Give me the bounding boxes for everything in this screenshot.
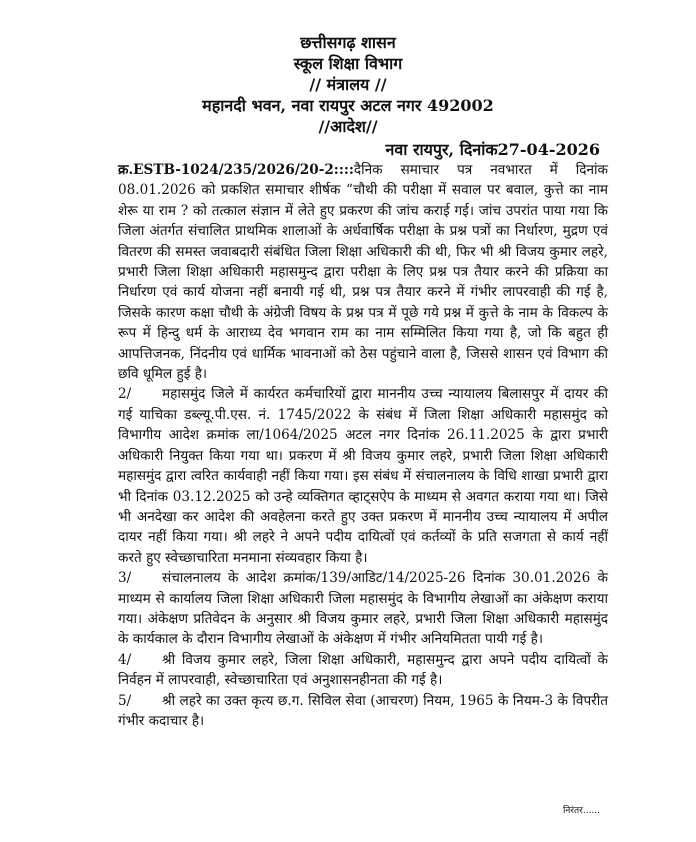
paragraph-5: [118, 691, 608, 732]
paragraph-number: 4/: [118, 651, 132, 668]
order-number: क्र.ESTB-1024/235/2026/20-2::::: [118, 162, 354, 178]
paragraph-text: संचालनालय के आदेश क्रमांक/139/आडिट/14/2025-26 दिनांक 30.01.2026 के माध्यम से कार्यालय जिला शिक्षा अधिकारी जिला महासमुंद के विभागीय लेखाओं का अंकेक्षण कराया गया। अंकेक्षण प्रतिवेदन के अनुसार श्री विजय कुमार लहरे, प्रभारी जिला शिक्षा अधिकारी महासमुंद के कार्यकाल के दौरान विभागीय लेखाओं के अंकेक्षण में गंभीर अनियमितता पायी गई है।: [118, 570, 608, 648]
paragraph-text: दैनिक समाचार पत्र नवभारत में दिनांक 08.01.2026 को प्रकशित समाचार शीर्षक “चौथी की परीक्षा में सवाल पर बवाल, कुत्ते का नाम शेरू या राम ? को तत्काल संज्ञान में लेते हुए प्रकरण की जांच कराई गई। जांच उपरांत पाया गया कि जिला अंतर्गत संचालित प्राथमिक शालाओं के अर्धवार्षिक परीक्षा के प्रश्न पत्रों का निर्धारण, मुद्रण एवं वितरण की समस्त जवाबदारी संबंधित जिला शिक्षा अधिकारी की थी, फिर भी श्री विजय कुमार लहरे, प्रभारी जिला शिक्षा अधिकारी महासमुन्द द्वारा परीक्षा के लिए प्रश्न पत्र तैयार करने की प्रक्रिया का निर्धारण एवं कार्य योजना नहीं बनायी गई थी, प्रश्न पत्र तैयार करने में गंभीर लापरवाही की गई है, जिसके कारण कक्षा चौथी के अंग्रेजी विषय के प्रश्न पत्र में पूछे गये प्रश्न में कुत्ते के नाम के विकल्प के रूप में हिन्दु धर्म के आराध्य देव भगवान राम का नाम सम्मिलित किया गया है, जो कि बहुत ही आपत्तिजनक, निंदनीय एवं धार्मिक भावनाओं को ठेस पहुंचाने वाला है, जिससे शासन एवं विभाग की छवि धूमिल हुई है।: [118, 162, 608, 383]
paragraph-number: 5/: [118, 692, 132, 709]
govt-name: छत्तीसगढ़ शासन: [300, 33, 396, 52]
address-line: महानदी भवन, नवा रायपुर अटल नगर 492002: [202, 96, 494, 115]
place-date: नवा रायपुर, दिनांक27-04-2026: [385, 140, 600, 159]
order-heading: //आदेश//: [318, 117, 378, 136]
paragraph-text: महासमुंद जिले में कार्यरत कर्मचारियों द्वारा माननीय उच्च न्यायालय बिलासपुर में दायर की गई याचिका डब्ल्यू.पी.एस. नं. 1745/2022 के संबंध में जिला शिक्षा अधिकारी महासमुंद को विभागीय आदेश क्रमांक ला/1064/2025 अटल नगर दिनांक 26.11.2025 के द्वारा प्रभारी अधिकारी नियुक्त किया गया था। प्रकरण में श्री विजय कुमार लहरे, प्रभारी जिला शिक्षा अधिकारी महासमुंद द्वारा त्वरित कार्यवाही नहीं किया गया। इस संबंध में संचालनालय के विधि शाखा प्रभारी द्वारा भी दिनांक 03.12.2025 को उन्हे व्यक्तिगत व्हाट्सऐप के माध्यम से अवगत कराया गया था। जिसे भी अनदेखा कर आदेश की अवहेलना करते हुए उक्त प्रकरण में माननीय उच्च न्यायालय में अपील दायर नहीं किया गया। श्री लहरे ने अपने पदीय दायित्वों एवं कर्तव्यों के प्रति सजगता से कार्य नहीं करते हुए स्वेच्छाचारिता मनमाना संव्यवहार किया है।: [118, 386, 608, 566]
department-name: स्कूल शिक्षा विभाग: [293, 54, 403, 73]
paragraph-2: [118, 384, 608, 568]
paragraph-4: [118, 650, 608, 691]
paragraph-number: 3/: [118, 570, 132, 587]
ministry-label: // मंत्रालय //: [309, 75, 387, 94]
order-body: [118, 160, 608, 731]
paragraph-1: [118, 160, 608, 384]
paragraph-3: [118, 568, 608, 650]
continued-marker: निरंतर......: [563, 806, 600, 816]
paragraph-text: श्री विजय कुमार लहरे, जिला शिक्षा अधिकारी, महासमुन्द द्वारा अपने पदीय दायित्वों के निर्वहन में लापरवाही, स्वेच्छाचारिता एवं अनुशासनहीनता की गई है।: [118, 651, 608, 689]
paragraph-number: 2/: [118, 386, 132, 403]
paragraph-text: श्री लहरे का उक्त कृत्य छ.ग. सिविल सेवा (आचरण) नियम, 1965 के नियम-3 के विपरीत गंभीर कदाचार है।: [118, 692, 608, 729]
